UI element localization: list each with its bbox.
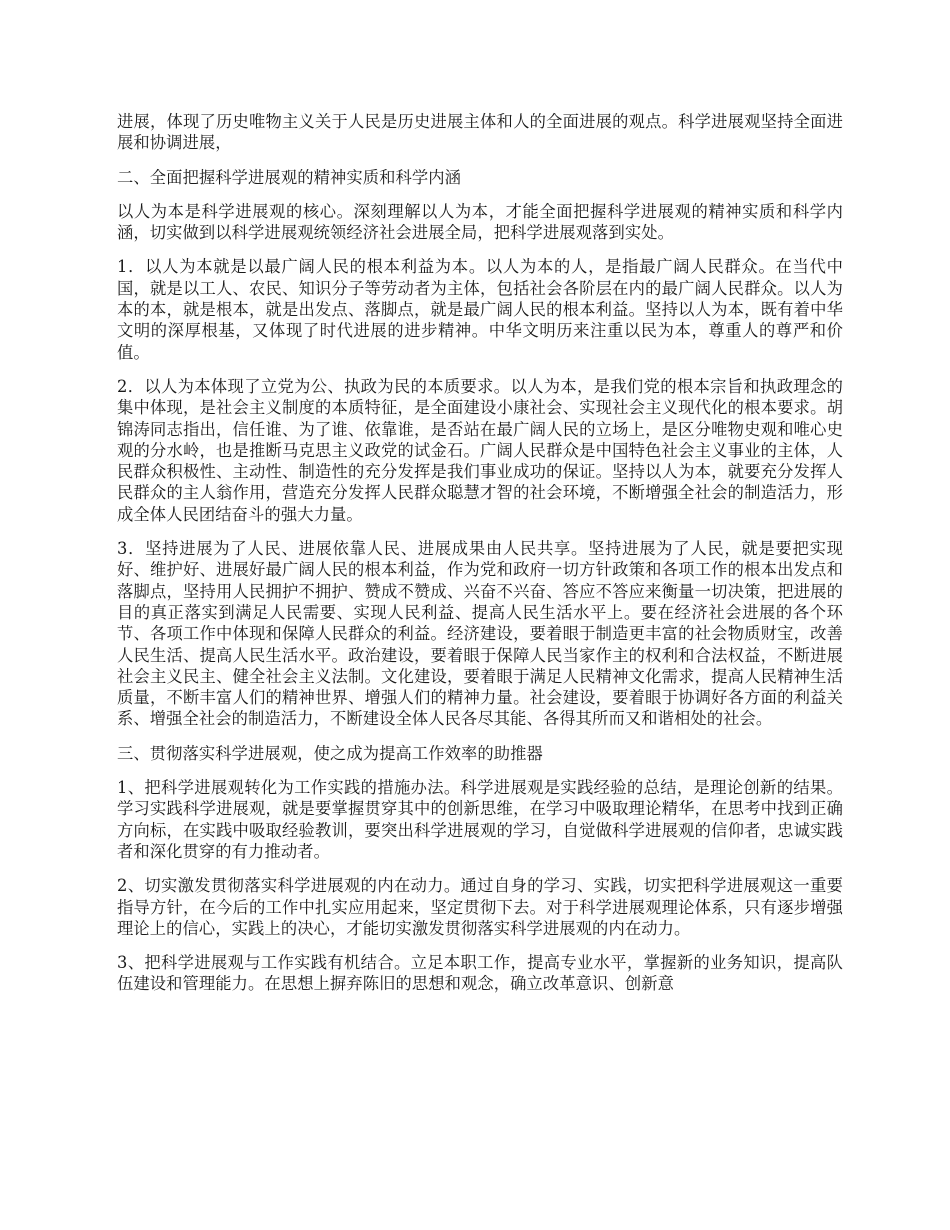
paragraph-item-3: 3、把科学进展观与工作实践有机结合。立足本职工作，提高专业水平，掌握新的业务知识，提高队伍建设和管理能力。在思想上摒弃陈旧的思想和观念，确立改革意识、创新意 — [117, 953, 843, 994]
paragraph-item-1: 1、把科学进展观转化为工作实践的措施办法。科学进展观是实践经验的总结，是理论创新的结果。学习实践科学进展观，就是要掌握贯穿其中的创新思维，在学习中吸取理论精华，在思考中找到正确方向标，在实践中吸取经验教训，要突出科学进展观的学习，自觉做科学进展观的信仰者，忠诚实践者和深化贯穿的有力推动者。 — [117, 778, 843, 861]
paragraph-point-1: 1．以人为本就是以最广阔人民的根本利益为本。以人为本的人，是指最广阔人民群众。在当代中国，就是以工人、农民、知识分子等劳动者为主体，包括社会各阶层在内的最广阔人民群众。以人为本的本，就是根本，就是出发点、落脚点，就是最广阔人民的根本利益。坚持以人为本，既有着中华文明的深厚根基，又体现了时代进展的进步精神。中华文明历来注重以民为本，尊重人的尊严和价值。 — [117, 257, 843, 362]
paragraph-core-concept: 以人为本是科学进展观的核心。深刻理解以人为本，才能全面把握科学进展观的精神实质和科学内涵，切实做到以科学进展观统领经济社会进展全局，把科学进展观落到实处。 — [117, 201, 843, 243]
paragraph-intro-continuation: 进展，体现了历史唯物主义关于人民是历史进展主体和人的全面进展的观点。科学进展观坚持全面进展和协调进展， — [117, 112, 843, 153]
paragraph-point-2: 2．以人为本体现了立党为公、执政为民的本质要求。以人为本，是我们党的根本宗旨和执政理念的集中体现，是社会主义制度的本质特征，是全面建设小康社会、实现社会主义现代化的根本要求。胡锦涛同志指出，信任谁、为了谁、依靠谁，是否站在最广阔人民的立场上，是区分唯物史观和唯心史观的分水岭，也是推断马克思主义政党的试金石。广阔人民群众是中国特色社会主义事业的主体，人民群众积极性、主动性、制造性的充分发挥是我们事业成功的保证。坚持以人为本，就要充分发挥人民群众的主人翁作用，营造充分发挥人民群众聪慧才智的社会环境，不断增强全社会的制造活力，形成全体人民团结奋斗的强大力量。 — [117, 376, 843, 524]
document-body — [117, 111, 843, 1008]
paragraph-item-2: 2、切实激发贯彻落实科学进展观的内在动力。通过自身的学习、实践，切实把科学进展观这一重要指导方针，在今后的工作中扎实应用起来，坚定贯彻下去。对于科学进展观理论体系，只有逐步增强理论上的信心，实践上的决心，才能切实激发贯彻落实科学进展观的内在动力。 — [117, 876, 843, 938]
paragraph-point-3: 3．坚持进展为了人民、进展依靠人民、进展成果由人民共享。坚持进展为了人民，就是要把实现好、维护好、进展好最广阔人民的根本利益，作为党和政府一切方针政策和各项工作的根本出发点和落脚点，坚持用人民拥护不拥护、赞成不赞成、兴奋不兴奋、答应不答应来衡量一切决策，把进展的目的真正落实到满足人民需要、实现人民利益、提高人民生活水平上。要在经济社会进展的各个环节、各项工作中体现和保障人民群众的利益。经济建设，要着眼于制造更丰富的社会物质财宝，改善人民生活、提高人民生活水平。政治建设，要着眼于保障人民当家作主的权利和合法权益，不断进展社会主义民主、健全社会主义法制。文化建设，要着眼于满足人民精神文化需求，提高人民精神生活质量，不断丰富人们的精神世界、增强人们的精神力量。社会建设，要着眼于协调好各方面的利益关系、增强全社会的制造活力，不断建设全体人民各尽其能、各得其所而又和谐相处的社会。 — [117, 539, 843, 729]
section-heading-2: 二、全面把握科学进展观的精神实质和科学内涵 — [117, 167, 462, 187]
section-heading-3: 三、贯彻落实科学进展观，使之成为提高工作效率的助推器 — [117, 743, 543, 763]
